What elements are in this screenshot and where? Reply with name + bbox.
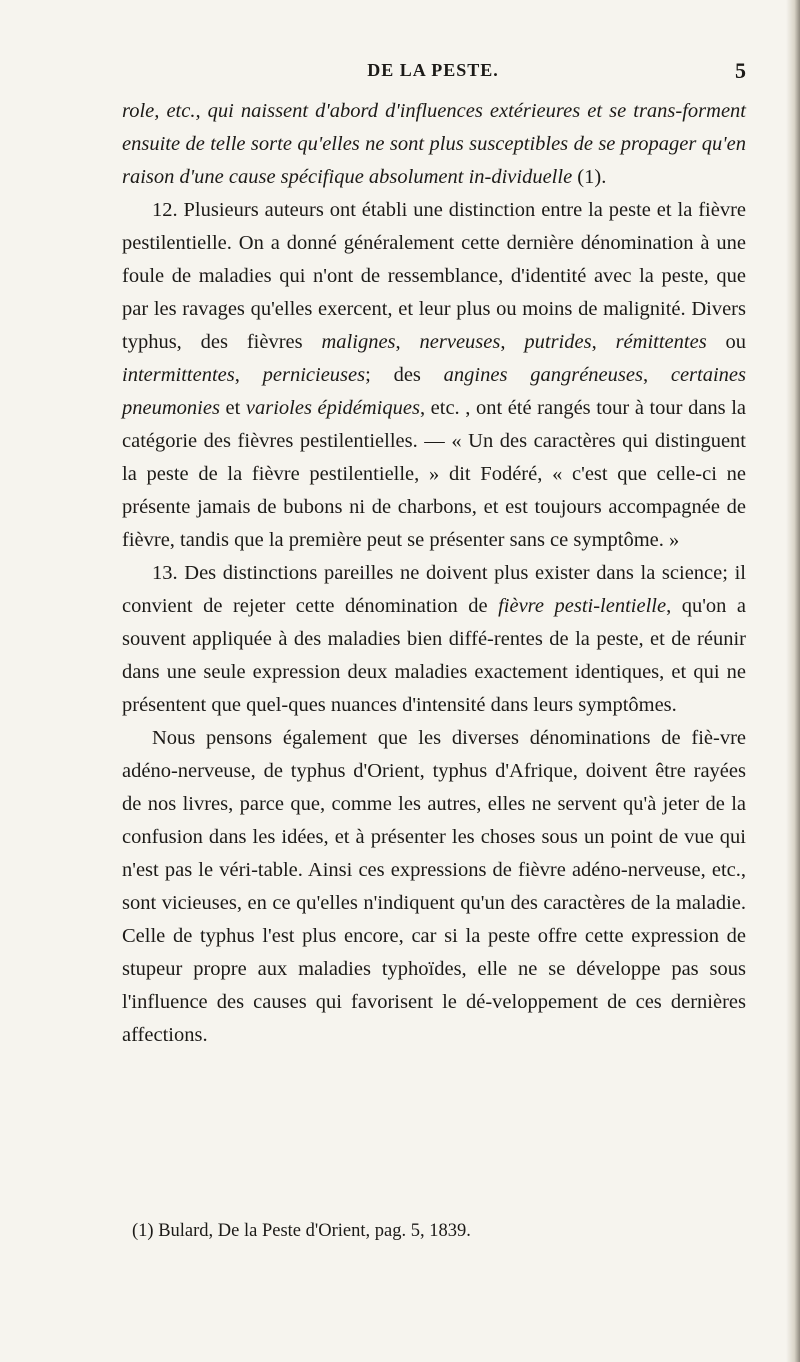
body-text bbox=[122, 95, 746, 1052]
italic-term: putrides bbox=[524, 331, 592, 353]
footnote: (1) Bulard, De la Peste d'Orient, pag. 5, 1839. bbox=[132, 1221, 471, 1241]
text-run: , bbox=[642, 364, 671, 386]
italic-term: angines gangréneuses bbox=[443, 364, 643, 386]
text-run: , bbox=[395, 331, 420, 353]
italic-term: certaines pneumonies bbox=[122, 364, 746, 419]
italic-term: pernicieuses bbox=[262, 364, 366, 386]
text-run: ; des bbox=[365, 364, 444, 386]
footnote-ref: (1). bbox=[572, 166, 607, 188]
paragraph-14: Nous pensons également que les diverses dénominations de fiè-vre adéno-nerveuse, de typhus d'Orient, typhus d'Afrique, doivent être rayées de nos livres, parce que, comme les autres, elles ne servent qu'à jeter de la confusion dans les idées, et à présenter les choses sous un point de vue qui n'est pas le véri-table. Ainsi ces expressions de fièvre adéno-nerveuse, etc., sont vicieuses, en ce qu'elles n'indiquent qu'un des caractères de la maladie. Celle de typhus l'est plus encore, car si la peste offre cette expression de stupeur propre aux maladies typhoïdes, elle ne se développe pas sous l'influence des causes qui favorisent le dé-veloppement de ces dernières affections. bbox=[122, 727, 746, 1046]
text-run: , bbox=[500, 331, 525, 353]
text-run: 12. Plusieurs auteurs ont établi une distinction entre la peste et la fièvre pestilentielle. On a donné généralement cette dernière dénomination à une foule de maladies qui n'ont de ressemblance, d'identité avec la peste, que par les ravages qu'elles exercent, et leur plus ou moins de malignité. Divers typhus, des fièvres bbox=[122, 199, 746, 353]
italic-term: fièvre pesti-lentielle bbox=[498, 595, 667, 617]
italic-term: rémittentes bbox=[615, 331, 707, 353]
paragraph-13 bbox=[122, 557, 746, 722]
paragraph-12 bbox=[122, 194, 746, 557]
text-run: , qu'on a souvent appliquée à des maladies bien diffé-rentes de la peste, et de réunir dans une seule expression deux maladies exactement identiques, et qui ne présentent que quel-ques nuances d'intensité dans leurs symptômes. bbox=[122, 595, 746, 716]
italic-term: malignes bbox=[321, 331, 396, 353]
text-run: , etc. , ont été rangés tour à tour dans la catégorie des fièvres pestilentielles. — « Un des caractères qui distinguent la peste de la fièvre pestilentielle, » dit Fodéré, « c'est que celle-ci ne présente jamais de bubons ni de charbons, et est toujours accompagnée de fièvre, tandis que la première peut se présenter sans ce symptôme. » bbox=[122, 397, 747, 551]
page-number: 5 bbox=[735, 58, 746, 83]
running-head bbox=[120, 60, 746, 88]
text-run: , bbox=[591, 331, 616, 353]
text-run: et bbox=[219, 397, 246, 419]
italic-term: intermittentes bbox=[122, 364, 235, 386]
text-run: 13. Des distinctions pareilles ne doivent plus exister dans la science; il convient de rejeter cette dénomination de bbox=[122, 562, 746, 617]
paragraph-1 bbox=[122, 95, 746, 194]
page-edge-shadow bbox=[786, 0, 800, 1362]
italic-term: varioles épidémiques bbox=[245, 397, 420, 419]
paragraph-1-italic: role, etc., qui naissent d'abord d'influences extérieures et se trans-forment ensuite de telle sorte qu'elles ne sont plus susceptibles de se propager qu'en raison d'une cause spécifique absolument in-dividuelle bbox=[122, 100, 746, 188]
running-title: DE LA PESTE. bbox=[367, 60, 499, 80]
italic-term: nerveuses bbox=[419, 331, 501, 353]
text-run: ou bbox=[706, 331, 747, 353]
text-run: , bbox=[234, 364, 263, 386]
